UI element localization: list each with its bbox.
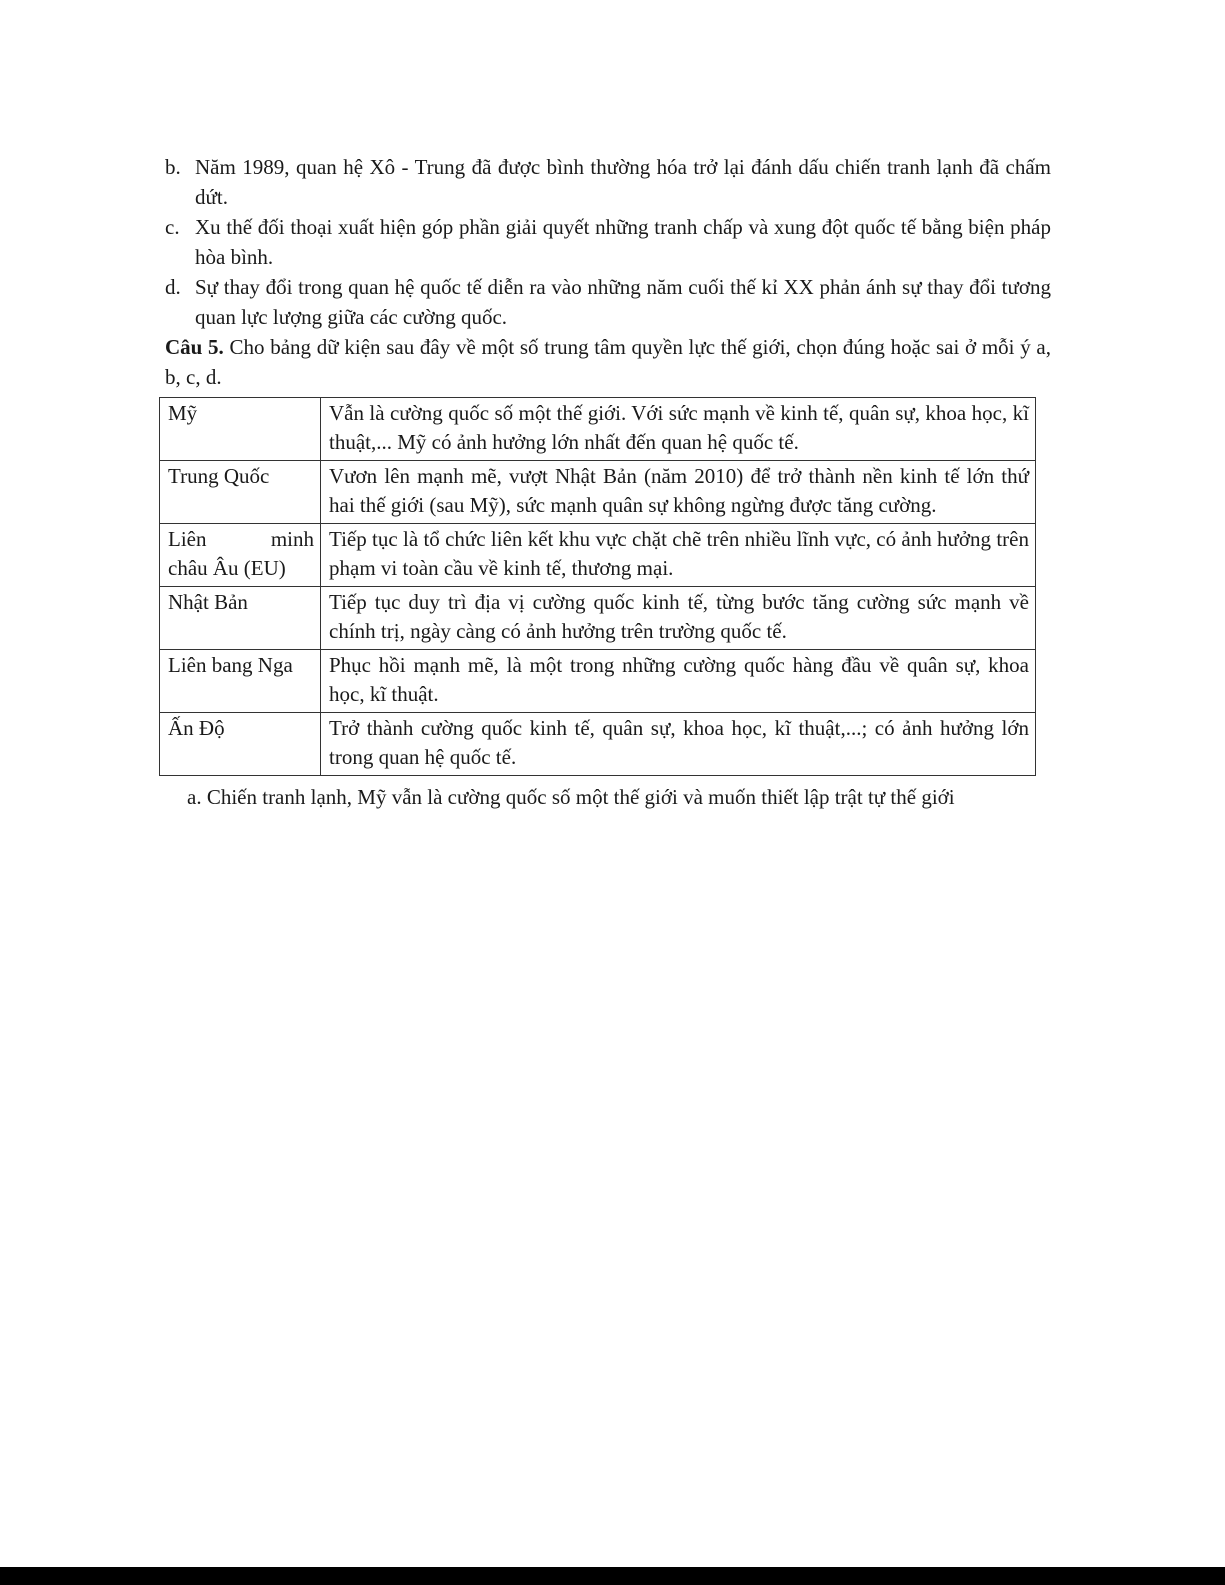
table-cell-desc: Phục hồi mạnh mẽ, là một trong những cường quốc hàng đầu về quân sự, khoa học, kĩ thuật. [321, 650, 1036, 713]
page-bottom-bar [0, 1567, 1225, 1585]
table-cell-name: Mỹ [160, 398, 321, 461]
name-line: châu Âu (EU) [168, 555, 286, 580]
table-cell-name [160, 524, 321, 587]
option-b [165, 152, 1051, 212]
cutoff-line [159, 785, 1039, 811]
table-cell-desc: Vẫn là cường quốc số một thế giới. Với sức mạnh về kinh tế, quân sự, khoa học, kĩ thuật,... Mỹ có ảnh hưởng lớn nhất đến quan hệ quốc tế. [321, 398, 1036, 461]
option-c [165, 212, 1051, 272]
table-row [160, 461, 1036, 524]
question-text: Cho bảng dữ kiện sau đây về một số trung tâm quyền lực thế giới, chọn đúng hoặc sai ở mỗi ý a, b, c, d. [165, 335, 1051, 389]
option-letter: c. [165, 215, 180, 239]
table-cell-name: Liên bang Nga [160, 650, 321, 713]
option-text: Năm 1989, quan hệ Xô - Trung đã được bình thường hóa trở lại đánh dấu chiến tranh lạnh đã chấm dứt. [195, 155, 1051, 209]
table-row [160, 650, 1036, 713]
document-body [165, 152, 1051, 392]
option-d [165, 272, 1051, 332]
table-cell-desc: Tiếp tục là tổ chức liên kết khu vực chặt chẽ trên nhiều lĩnh vực, có ảnh hưởng trên phạm vi toàn cầu về kinh tế, thương mại. [321, 524, 1036, 587]
table-row [160, 398, 1036, 461]
table-cell-desc: Trở thành cường quốc kinh tế, quân sự, khoa học, kĩ thuật,...; có ảnh hưởng lớn trong quan hệ quốc tế. [321, 713, 1036, 776]
table-cell-name: Nhật Bản [160, 587, 321, 650]
table-cell-name: Trung Quốc [160, 461, 321, 524]
question-label: Câu 5. [165, 335, 224, 359]
table-row [160, 524, 1036, 587]
name-line: Liên minh [168, 527, 314, 551]
table-cell-name: Ấn Độ [160, 713, 321, 776]
table-row [160, 713, 1036, 776]
option-letter: b. [165, 155, 181, 179]
table-row [160, 587, 1036, 650]
table-cell-desc: Vươn lên mạnh mẽ, vượt Nhật Bản (năm 2010) để trở thành nền kinh tế lớn thứ hai thế giới (sau Mỹ), sức mạnh quân sự không ngừng được tăng cường. [321, 461, 1036, 524]
question-5 [165, 332, 1051, 392]
power-centers-table [159, 397, 1036, 776]
option-letter: d. [165, 275, 181, 299]
table-cell-desc: Tiếp tục duy trì địa vị cường quốc kinh tế, từng bước tăng cường sức mạnh về chính trị, ngày càng có ảnh hưởng trên trường quốc tế. [321, 587, 1036, 650]
cutoff-text: a. Chiến tranh lạnh, Mỹ vẫn là cường quốc số một thế giới và muốn thiết lập trật tự thế giới [187, 785, 955, 809]
option-text: Xu thế đối thoại xuất hiện góp phần giải quyết những tranh chấp và xung đột quốc tế bằng biện pháp hòa bình. [195, 215, 1051, 269]
option-text: Sự thay đổi trong quan hệ quốc tế diễn ra vào những năm cuối thế kỉ XX phản ánh sự thay đổi tương quan lực lượng giữa các cường quốc. [195, 275, 1051, 329]
